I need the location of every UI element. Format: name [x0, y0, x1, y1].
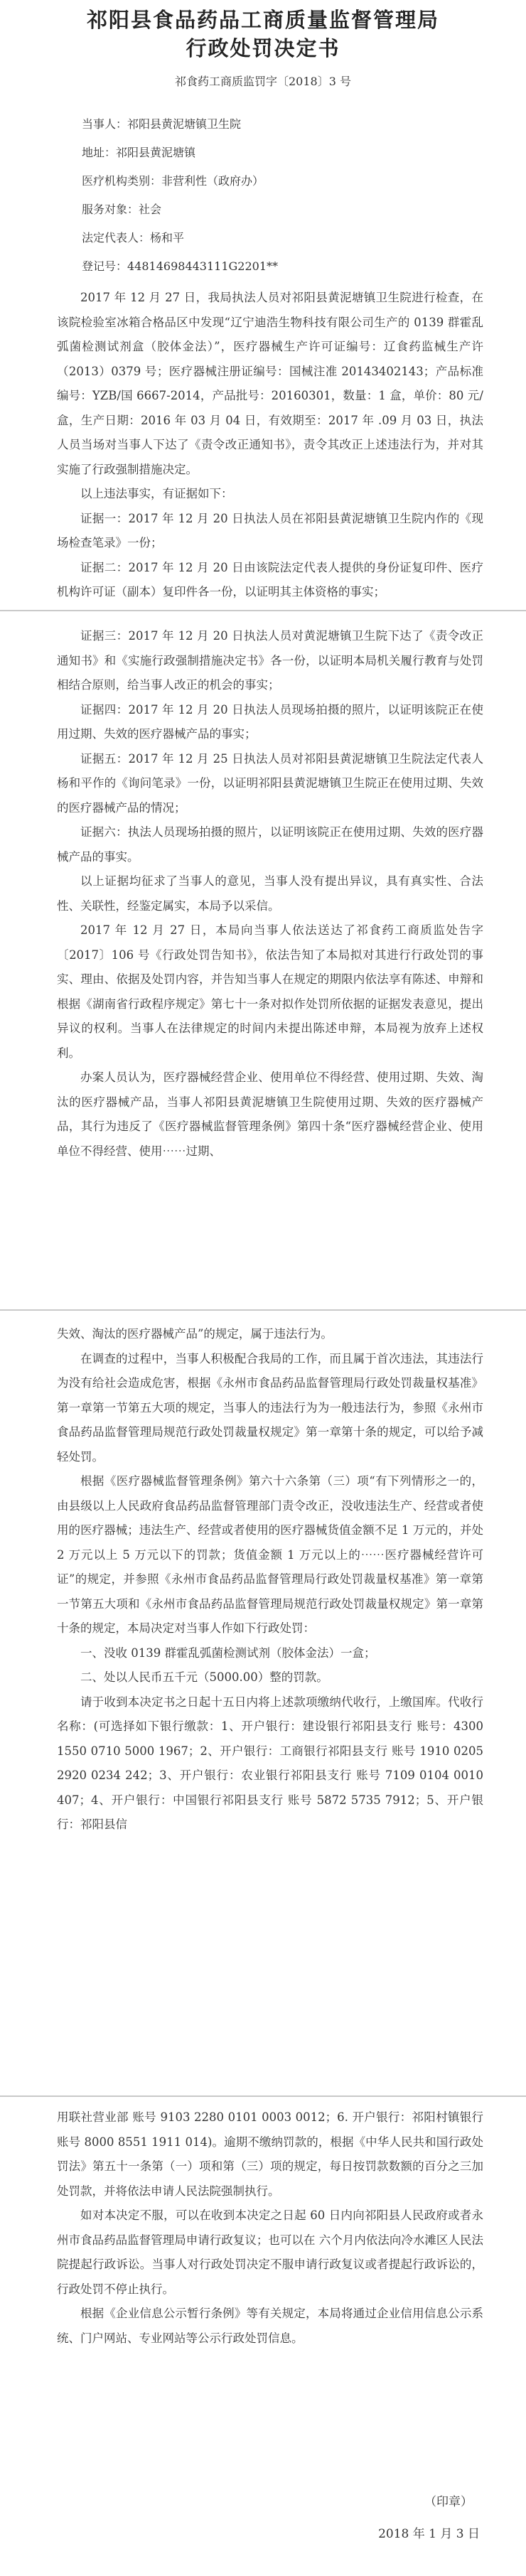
party-org-type: 医疗机构类别：非营利性（政府办） [82, 174, 264, 188]
paragraph-evidence-3: 证据三：2017 年 12 月 20 日执法人员对黄泥塘镇卫生院下达了《责令改正通知书》和《实施行政强制措施决定书》各一份，以证明本局机关履行教育与处罚相结合原则，给当事人改正的机会的事实； [57, 629, 483, 692]
paragraph-facts: 2017 年 12 月 27 日，我局执法人员对祁阳县黄泥塘镇卫生院进行检查，在该院检验室冰箱合格品区中发现“辽宁迪浩生物科技有限公司生产的 0139 群霍乱弧菌检测试剂盒（胶体金法）”，医疗器械生产许可证编号：辽食药监械生产许（2013）0379 号；医疗器械注册证编号：国械注准 20143402143；产品标准编号：YZB/国 6667-2014，产品批号：20160301，数量：1 盒，单价：80 元/盒，生产日期：2016 年 03 月 04 日，有效期至：2017 年 .09 月 03 日，执法人员当场对当事人下达了《责令改正通知书》，责令其改正上述违法行为，并对其实施了行政强制措施决定。 [57, 291, 483, 476]
paragraph-violation-cont: 失效、淘汰的医疗器械产品”的规定，属于违法行为。 [57, 1327, 333, 1341]
paragraph-legal-basis: 根据《医疗器械监督管理条例》第六十六条第（三）项“有下列情形之一的，由县级以上人民政府食品药品监督管理部门责令改正，没收违法生产、经营或者使用的医疗器械；违法生产、经营或者使用的医疗器械货值金额不足 1 万元的，并处 2 万元以上 5 万元以下的罚款；货值金额 1 万元以上的⋯⋯医疗器械经营许可证”的规定，并参照《永州市食品药品监督管理局行政处罚裁量权基准》第一章第一节第五大项和《永州市食品药品监督管理局规范行政处罚裁量权规定》第一章第十条的规定，本局决定对当事人作如下行政处罚： [57, 1474, 483, 1635]
party-info [82, 110, 480, 281]
document-number: 祁食药工商质监罚字〔2018〕3 号 [175, 75, 351, 88]
body-segment-4 [57, 2105, 483, 2351]
document-header [0, 6, 526, 89]
paragraph-evidence-1: 证据一：2017 年 12 月 20 日执法人员在祁阳县黄泥塘镇卫生院内作的《现场检查笔录》一份； [57, 511, 483, 549]
party-service: 服务对象：社会 [82, 203, 162, 216]
paragraph-publicity: 根据《企业信息公示暂行条例》等有关规定，本局将通过企业信用信息公示系统、门户网站、专业网站等公示行政处罚信息。 [57, 2307, 483, 2345]
decision-date: 2018 年 1 月 3 日 [378, 2527, 480, 2541]
party-legal-rep: 法定代表人：杨和平 [82, 231, 185, 245]
paragraph-appeal: 如对本决定不服，可以在收到本决定之日起 60 日内向祁阳县人民政府或者永州市食品药品监督管理局申请行政复议；也可以在 六个月内依法向冷水滩区人民法院提起行政诉讼。当事人对行政处罚决定不服申请行政复议或者提起行政诉讼的，行政处罚不停止执行。 [57, 2209, 483, 2296]
paragraph-violation: 办案人员认为，医疗器械经营企业、使用单位不得经营、使用过期、失效、淘汰的医疗器械产品，当事人祁阳县黄泥塘镇卫生院使用过期、失效的医疗器械产品，其行为违反了《医疗器械监督管理条例》第四十条“医疗器械经营企业、使用单位不得经营、使用⋯⋯过期、 [57, 1070, 483, 1158]
paragraph-notice: 2017 年 12 月 27 日，本局向当事人依法送达了祁食药工商质监处告字〔2017〕106 号《行政处罚告知书》，依法告知了本局拟对其进行行政处罚的事实、理由、依据及处罚内容，并告知当事人在规定的期限内依法享有陈述、申辩和根据《湖南省行政程序规定》第七十一条对拟作处罚所依据的证据发表意见，提出异议的权利。当事人在法律规定的时间内未提出陈述申辩，本局视为放弃上述权利。 [57, 923, 483, 1060]
paragraph-evidence-5: 证据五：2017 年 12 月 25 日执法人员对祁阳县黄泥塘镇卫生院法定代表人杨和平作的《询问笔录》一份，以证明祁阳县黄泥塘镇卫生院正在使用过期、失效的医疗器械产品的情况； [57, 751, 483, 815]
body-segment-3 [57, 1322, 483, 1837]
paragraph-mitigation: 在调查的过程中，当事人积极配合我局的工作，而且属于首次违法，其违法行为没有给社会造成危害，根据《永州市食品药品监督管理局行政处罚裁量权基准》第一章第一节第五大项的规定，当事人的违法行为为一般违法行为，参照《永州市食品药品监督管理局规范行政处罚裁量权规定》第一章第十条的规定，可以给予减轻处罚。 [57, 1351, 483, 1464]
party-reg-no: 登记号：44814698443111G2201** [82, 259, 279, 273]
page-segment-4 [0, 2097, 526, 2576]
paragraph-penalty-1: 一、没收 0139 群霍乱弧菌检测试剂（胶体金法）一盒； [80, 1646, 376, 1660]
body-segment-2 [57, 624, 483, 1164]
paragraph-evidence-intro: 以上违法事实，有证据如下： [80, 487, 233, 500]
page-segment-2 [0, 611, 526, 1309]
title-line-2: 行政处罚决定书 [186, 36, 340, 60]
page-segment-1 [0, 0, 526, 610]
page-segment-3 [0, 1311, 526, 2095]
paragraph-evidence-2: 证据二：2017 年 12 月 20 日由该院法定代表人提供的身份证复印件、医疗机构许可证（副本）复印件各一份，以证明其主体资格的事实； [57, 560, 483, 599]
paragraph-penalty-2: 二、处以人民币五千元（5000.00）整的罚款。 [80, 1670, 328, 1684]
paragraph-payment: 请于收到本决定书之日起十五日内将上述款项缴纳代收行，上缴国库。代收行名称：(可选择如下银行缴款：1、开户银行：建设银行祁阳县支行 账号：4300 1550 0710 5000 1967；2、开户银行：工商银行祁阳县支行 账号 1910 0205 2920 0234 242；3、开户银行：农业银行祁阳县支行 账号 7109 0104 0010 407；4、开户银行：中国银行祁阳县支行 账号 5872 5735 7912；5、开户银行：祁阳县信 [57, 1695, 483, 1831]
title-line-1: 祁阳县食品药品工商质量监督管理局 [86, 8, 439, 32]
party-address: 地址：祁阳县黄泥塘镇 [82, 146, 196, 159]
seal-text: （印章） [424, 2495, 473, 2509]
paragraph-evidence-4: 证据四：2017 年 12 月 20 日执法人员现场拍摄的照片，以证明该院正在使用过期、失效的医疗器械产品的事实； [57, 702, 483, 741]
paragraph-evidence-6: 证据六：执法人员现场拍摄的照片，以证明该院正在使用过期、失效的医疗器械产品的事实。 [57, 825, 483, 864]
paragraph-payment-cont: 用联社营业部 账号 9103 2280 0101 0003 0012；6. 开户银行：祁阳村镇银行 账号 8000 8551 1911 014)。逾期不缴纳罚款的，根据《中华人民共和国行政处罚法》第五十一条第（一）项和第（三）项的规定，每日按罚款数额的百分之三加处罚款，并将依法申请人民法院强制执行。 [57, 2110, 483, 2198]
party-name: 当事人：祁阳县黄泥塘镇卫生院 [82, 117, 242, 131]
body-segment-1 [57, 286, 483, 605]
paragraph-evidence-summary: 以上证据均征求了当事人的意见，当事人没有提出异议，具有真实性、合法性、关联性，经鉴定属实，本局予以采信。 [57, 874, 483, 913]
